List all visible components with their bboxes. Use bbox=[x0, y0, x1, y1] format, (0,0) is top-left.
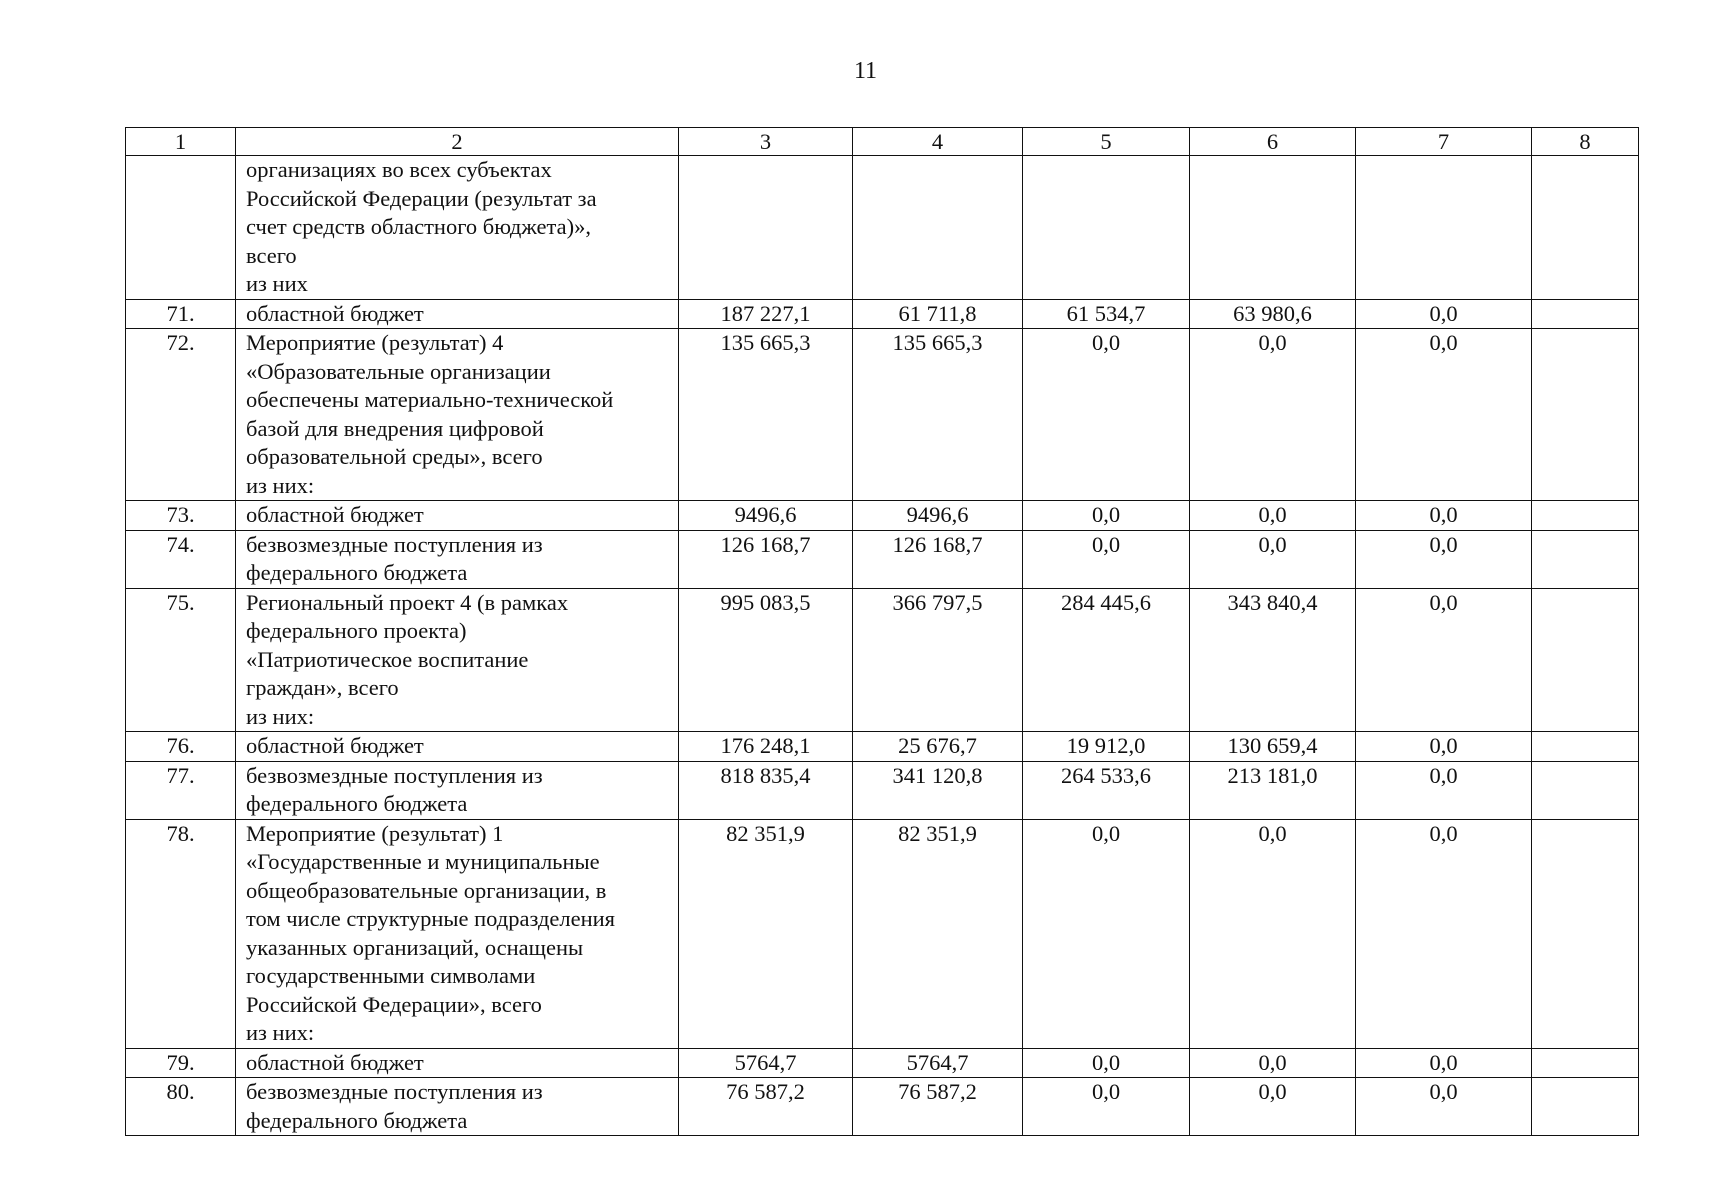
row-col3-cell: 995 083,5 bbox=[679, 588, 853, 732]
row-col5-cell: 61 534,7 bbox=[1023, 299, 1190, 329]
row-col3-cell: 82 351,9 bbox=[679, 819, 853, 1048]
table-header-row bbox=[126, 128, 1639, 156]
row-col8-cell bbox=[1532, 299, 1639, 329]
row-col7-cell: 0,0 bbox=[1356, 530, 1532, 588]
row-col4-cell: 366 797,5 bbox=[853, 588, 1023, 732]
row-col6-cell: 0,0 bbox=[1190, 329, 1356, 501]
header-cell-5: 5 bbox=[1023, 128, 1190, 156]
row-col6-cell: 130 659,4 bbox=[1190, 732, 1356, 762]
row-number-cell: 79. bbox=[126, 1048, 236, 1078]
row-col3-cell: 187 227,1 bbox=[679, 299, 853, 329]
row-col6-cell: 0,0 bbox=[1190, 819, 1356, 1048]
row-col3-cell: 818 835,4 bbox=[679, 761, 853, 819]
header-cell-8: 8 bbox=[1532, 128, 1639, 156]
row-col8-cell bbox=[1532, 761, 1639, 819]
row-col3-cell: 176 248,1 bbox=[679, 732, 853, 762]
row-col7-cell: 0,0 bbox=[1356, 1048, 1532, 1078]
row-number-cell: 73. bbox=[126, 501, 236, 531]
table-row bbox=[126, 156, 1639, 300]
header-cell-1: 1 bbox=[126, 128, 236, 156]
row-col3-cell: 5764,7 bbox=[679, 1048, 853, 1078]
row-col6-cell: 0,0 bbox=[1190, 501, 1356, 531]
table-row bbox=[126, 299, 1639, 329]
row-col3-cell: 135 665,3 bbox=[679, 329, 853, 501]
row-number-cell: 72. bbox=[126, 329, 236, 501]
row-number-cell: 75. bbox=[126, 588, 236, 732]
row-col5-cell: 0,0 bbox=[1023, 501, 1190, 531]
row-name-cell: безвозмездные поступления из федерального бюджета bbox=[236, 1078, 679, 1136]
row-col7-cell: 0,0 bbox=[1356, 819, 1532, 1048]
row-col8-cell bbox=[1532, 501, 1639, 531]
row-name-cell: областной бюджет bbox=[236, 1048, 679, 1078]
header-cell-3: 3 bbox=[679, 128, 853, 156]
row-col6-cell: 0,0 bbox=[1190, 530, 1356, 588]
row-number-cell: 74. bbox=[126, 530, 236, 588]
row-col5-cell: 0,0 bbox=[1023, 329, 1190, 501]
table-row bbox=[126, 819, 1639, 1048]
row-number-cell: 78. bbox=[126, 819, 236, 1048]
row-name-cell: областной бюджет bbox=[236, 501, 679, 531]
row-col4-cell: 82 351,9 bbox=[853, 819, 1023, 1048]
row-col5-cell: 264 533,6 bbox=[1023, 761, 1190, 819]
header-cell-2: 2 bbox=[236, 128, 679, 156]
header-cell-7: 7 bbox=[1356, 128, 1532, 156]
row-col5-cell: 0,0 bbox=[1023, 1078, 1190, 1136]
table-row bbox=[126, 588, 1639, 732]
row-col4-cell: 135 665,3 bbox=[853, 329, 1023, 501]
header-cell-4: 4 bbox=[853, 128, 1023, 156]
row-col6-cell bbox=[1190, 156, 1356, 300]
row-col8-cell bbox=[1532, 530, 1639, 588]
row-col5-cell bbox=[1023, 156, 1190, 300]
row-col8-cell bbox=[1532, 732, 1639, 762]
row-col5-cell: 284 445,6 bbox=[1023, 588, 1190, 732]
table-row bbox=[126, 1048, 1639, 1078]
row-col7-cell: 0,0 bbox=[1356, 299, 1532, 329]
row-name-cell: Региональный проект 4 (в рамках федерального проекта) «Патриотическое воспитание граждан», всего из них: bbox=[236, 588, 679, 732]
row-col7-cell: 0,0 bbox=[1356, 732, 1532, 762]
row-col6-cell: 0,0 bbox=[1190, 1078, 1356, 1136]
row-col3-cell: 9496,6 bbox=[679, 501, 853, 531]
row-col4-cell: 76 587,2 bbox=[853, 1078, 1023, 1136]
row-col4-cell: 61 711,8 bbox=[853, 299, 1023, 329]
row-col8-cell bbox=[1532, 329, 1639, 501]
row-col5-cell: 0,0 bbox=[1023, 819, 1190, 1048]
row-col7-cell: 0,0 bbox=[1356, 761, 1532, 819]
row-col6-cell: 213 181,0 bbox=[1190, 761, 1356, 819]
row-name-cell: Мероприятие (результат) 4 «Образовательные организации обеспечены материально-технической базой для внедрения цифровой образовательной среды», всего из них: bbox=[236, 329, 679, 501]
row-col5-cell: 0,0 bbox=[1023, 1048, 1190, 1078]
row-name-cell: безвозмездные поступления из федерального бюджета bbox=[236, 761, 679, 819]
row-col4-cell: 126 168,7 bbox=[853, 530, 1023, 588]
row-col7-cell: 0,0 bbox=[1356, 501, 1532, 531]
row-col7-cell: 0,0 bbox=[1356, 329, 1532, 501]
table-body bbox=[126, 128, 1639, 1136]
row-col7-cell: 0,0 bbox=[1356, 1078, 1532, 1136]
row-col4-cell bbox=[853, 156, 1023, 300]
row-col4-cell: 341 120,8 bbox=[853, 761, 1023, 819]
row-col4-cell: 25 676,7 bbox=[853, 732, 1023, 762]
row-name-cell: областной бюджет bbox=[236, 732, 679, 762]
row-col8-cell bbox=[1532, 156, 1639, 300]
row-name-cell: Мероприятие (результат) 1 «Государственные и муниципальные общеобразовательные организации, в том числе структурные подразделения указанных организаций, оснащены государственными символами Российской Федерации», всего из них: bbox=[236, 819, 679, 1048]
budget-table bbox=[125, 127, 1639, 1136]
row-number-cell bbox=[126, 156, 236, 300]
row-col4-cell: 9496,6 bbox=[853, 501, 1023, 531]
row-col3-cell: 126 168,7 bbox=[679, 530, 853, 588]
row-name-cell: безвозмездные поступления из федерального бюджета bbox=[236, 530, 679, 588]
table-row bbox=[126, 761, 1639, 819]
row-col6-cell: 343 840,4 bbox=[1190, 588, 1356, 732]
row-col3-cell: 76 587,2 bbox=[679, 1078, 853, 1136]
page-number-text: 11 bbox=[853, 58, 878, 84]
page-number bbox=[0, 56, 1719, 86]
row-col8-cell bbox=[1532, 819, 1639, 1048]
row-col5-cell: 0,0 bbox=[1023, 530, 1190, 588]
row-col5-cell: 19 912,0 bbox=[1023, 732, 1190, 762]
row-col6-cell: 0,0 bbox=[1190, 1048, 1356, 1078]
row-col4-cell: 5764,7 bbox=[853, 1048, 1023, 1078]
table-row bbox=[126, 1078, 1639, 1136]
row-col8-cell bbox=[1532, 1078, 1639, 1136]
row-col7-cell bbox=[1356, 156, 1532, 300]
row-col8-cell bbox=[1532, 588, 1639, 732]
row-name-cell: организациях во всех субъектах Российской Федерации (результат за счет средств областного бюджета)», всего из них bbox=[236, 156, 679, 300]
table-row bbox=[126, 501, 1639, 531]
table-row bbox=[126, 329, 1639, 501]
row-col6-cell: 63 980,6 bbox=[1190, 299, 1356, 329]
row-name-cell: областной бюджет bbox=[236, 299, 679, 329]
table-row bbox=[126, 732, 1639, 762]
table-row bbox=[126, 530, 1639, 588]
row-col8-cell bbox=[1532, 1048, 1639, 1078]
row-number-cell: 71. bbox=[126, 299, 236, 329]
header-cell-6: 6 bbox=[1190, 128, 1356, 156]
row-number-cell: 77. bbox=[126, 761, 236, 819]
row-number-cell: 76. bbox=[126, 732, 236, 762]
row-col7-cell: 0,0 bbox=[1356, 588, 1532, 732]
row-col3-cell bbox=[679, 156, 853, 300]
row-number-cell: 80. bbox=[126, 1078, 236, 1136]
